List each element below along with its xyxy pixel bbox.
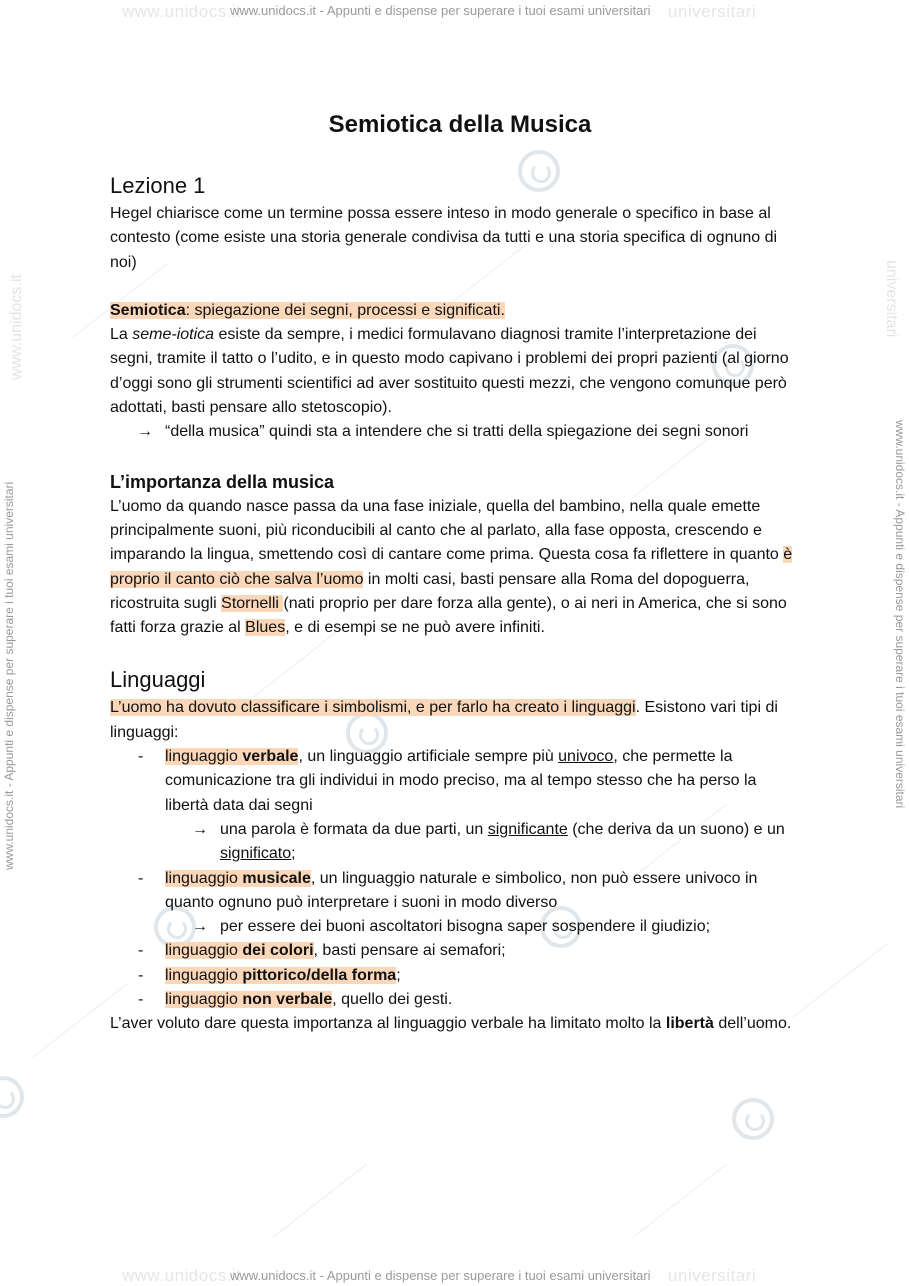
watermark-ghost-bottom: www.unidocs.it — [122, 1266, 242, 1285]
list-item-colori: - linguaggio dei colori, basti pensare ai semafori; — [138, 942, 506, 960]
watermark-right-ghost: universitari — [883, 260, 900, 338]
watermark-ghost-top-right: universitari — [668, 2, 757, 21]
section-heading-importanza: L’importanza della musica — [110, 471, 335, 492]
list-item-pittorico: - linguaggio pittorico/della forma; — [138, 966, 401, 984]
watermark-right: www.unidocs.it - Appunti e dispense per superare i tuoi esami universitari — [893, 420, 907, 809]
document-page — [110, 108, 800, 1037]
list-item-non-verbale: - linguaggio non verbale, quello dei gesti. — [138, 991, 453, 1009]
highlight-blues: Blues — [245, 619, 286, 637]
paragraph-seme-iotica: La seme-iotica esiste da sempre, i medici formulavano diagnosi tramite l’interpretazione dei segni, tramite il tatto o l’udito, e in questo modo capivano i problemi dei propri pazienti (al giorno d’oggi sono gli strumenti scientifici ad aver sostituito questi mezzi, che vengono comunque però adottati, basti pensare allo stetoscopio). — [110, 326, 789, 417]
watermark-ghost-top: www.unidocs.it — [122, 2, 242, 21]
watermark-top: www.unidocs.it - Appunti e dispense per superare i tuoi esami universitari — [230, 3, 651, 18]
highlight-semiotica: Semiotica: spiegazione dei segni, processi e significati. — [110, 301, 505, 319]
paragraph-closing: L’aver voluto dare questa importanza al linguaggio verbale ha limitato molto la libertà dell’uomo. — [110, 1015, 792, 1033]
section-heading-lezione-1: Lezione 1 — [110, 173, 206, 198]
sub-item-significante: → una parola è formata da due parti, un significante (che deriva da un suono) e un significato; — [110, 818, 800, 867]
paragraph-semiotica-definition — [110, 299, 800, 323]
paragraph-linguaggi-intro: L’uomo ha dovuto classificare i simbolismi, e per farlo ha creato i linguaggi. Esistono vari tipi di linguaggi: — [110, 699, 778, 741]
watermark-line — [272, 1163, 367, 1238]
watermark-line — [792, 943, 887, 1018]
watermark-left: www.unidocs.it - Appunti e dispense per superare i tuoi esami universitari — [2, 481, 16, 870]
arrow-icon: → — [192, 820, 208, 838]
watermark-bottom: www.unidocs.it - Appunti e dispense per superare i tuoi esami universitari — [230, 1268, 651, 1283]
arrow-icon: → — [192, 918, 208, 936]
document-title: Semiotica della Musica — [328, 111, 592, 138]
highlight-canto: è proprio il canto ciò che salva l’uomo — [110, 546, 793, 588]
arrow-item-della-musica: → “della musica” quindi sta a intendere che si tratti della spiegazione dei segni sonori — [110, 420, 800, 444]
arrow-icon: → — [137, 423, 153, 441]
watermark-line — [632, 1163, 727, 1238]
section-heading-linguaggi: Linguaggi — [110, 667, 206, 693]
paragraph-hegel: Hegel chiarisce come un termine possa essere inteso in modo generale o specifico in base al contesto (come esiste una storia generale condivisa da tutti e una storia specifica di ognuno di noi) — [110, 205, 778, 271]
unidocs-logo-icon — [0, 1076, 24, 1118]
unidocs-logo-icon — [732, 1098, 774, 1140]
list-item-verbale: - linguaggio verbale, un linguaggio artificiale sempre più univoco, che permette la comunicazione tra gli individui in modo preciso, ma al tempo stesso che ha perso la libertà data dai segni — [138, 748, 757, 814]
watermark-ghost-bottom-right: universitari — [668, 1266, 757, 1285]
highlight-stornelli: Stornelli — [221, 594, 284, 612]
paragraph-importanza: L’uomo da quando nasce passa da una fase iniziale, quella del bambino, nella quale emette principalmente suoni, più riconducibili al canto che al parlato, alla fase opposta, crescendo e imparando la lingua, smettendo così di cantare come prima. Questa cosa fa riflettere in quanto è proprio il canto ciò che salva l’uomo in molti casi, basti pensare alla Roma del dopoguerra, ricostruita sugli Stornelli (nati proprio per dare forza alla gente), o ai neri in America, che si sono fatti forza grazie al Blues, e di esempi se ne può avere infiniti. — [110, 497, 793, 637]
highlight-simbolismi: L’uomo ha dovuto classificare i simbolismi, e per farlo ha creato i linguaggi — [110, 699, 636, 717]
sub-item-ascoltatori: → per essere dei buoni ascoltatori bisogna saper sospendere il giudizio; — [110, 915, 800, 939]
watermark-left-ghost: www.unidocs.it — [8, 274, 25, 380]
list-item-musicale: - linguaggio musicale, un linguaggio naturale e simbolico, non può essere univoco in quanto ognuno può interpretare i suoni in modo diverso — [138, 869, 758, 911]
